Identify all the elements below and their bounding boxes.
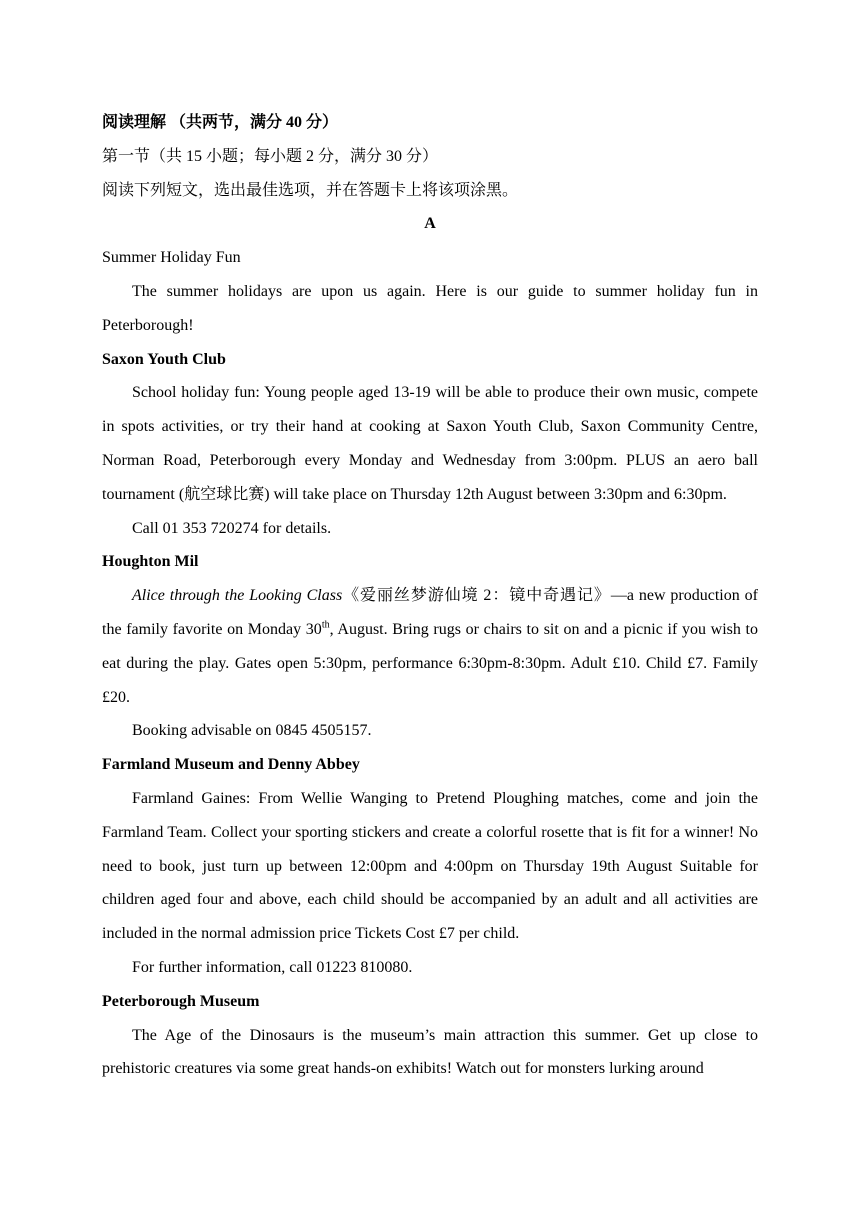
passage-title: Summer Holiday Fun <box>102 249 241 267</box>
houghton-body-part1: —a new production of the family favorite on Monday 30 <box>102 587 758 638</box>
play-title-cn: 《爱丽丝梦游仙境 2：镜中奇遇记》 <box>342 587 611 605</box>
farmland-body: Farmland Gaines: From Wellie Wanging to Pretend Ploughing matches, come and join the Farmland Team. Collect your sporting stickers and create a colorful rosette that is fit for a winner! No need to book, just turn up between 12:00pm and 4:00pm on Thursday 19th August Suitable for children aged four and above, each child should be accompanied by an adult and all activities are included in the normal admission price Tickets Cost £7 per child. <box>102 789 758 943</box>
farmland-heading: Farmland Museum and Denny Abbey <box>102 756 360 774</box>
peterborough-body: The Age of the Dinosaurs is the museum’s main attraction this summer. Get up close to prehistoric creatures via some great hands-on exhibits! Watch out for monsters lurking around <box>102 1026 758 1078</box>
passage-intro: The summer holidays are upon us again. Here is our guide to summer holiday fun in Peterborough! <box>102 282 758 334</box>
part-title: 第一节（共 15 小题；每小题 2 分，满分 30 分） <box>102 147 439 165</box>
ordinal-suffix: th <box>321 619 330 631</box>
houghton-contact: Booking advisable on 0845 4505157. <box>132 722 372 740</box>
document-content <box>102 106 758 1086</box>
saxon-body: School holiday fun: Young people aged 13-19 will be able to produce their own music, compete in spots activities, or try their hand at cooking at Saxon Youth Club, Saxon Community Centre, Norman Road, Peterborough every Monday and Wednesday from 3:00pm. PLUS an aero ball tournament (航空球比赛) will take place on Thursday 12th August between 3:30pm and 6:30pm. <box>102 384 758 503</box>
instructions: 阅读下列短文，选出最佳选项，并在答题卡上将该项涂黑。 <box>102 181 519 199</box>
play-title: Alice through the Looking Class <box>132 587 343 605</box>
houghton-heading: Houghton Mil <box>102 553 199 571</box>
farmland-contact: For further information, call 01223 810080. <box>132 958 413 976</box>
section-title: 阅读理解 （共两节，满分 40 分） <box>102 114 339 131</box>
houghton-body-part2: , August. Bring rugs or chairs to sit on and a picnic if you wish to eat during the play. Gates open 5:30pm, performance 6:30pm-8:30pm. Adult £10. Child £7. Family £20. <box>102 620 759 706</box>
passage-label: A <box>424 215 436 233</box>
houghton-body <box>102 579 758 714</box>
peterborough-heading: Peterborough Museum <box>102 992 260 1010</box>
saxon-heading: Saxon Youth Club <box>102 350 226 368</box>
saxon-contact: Call 01 353 720274 for details. <box>132 519 332 537</box>
